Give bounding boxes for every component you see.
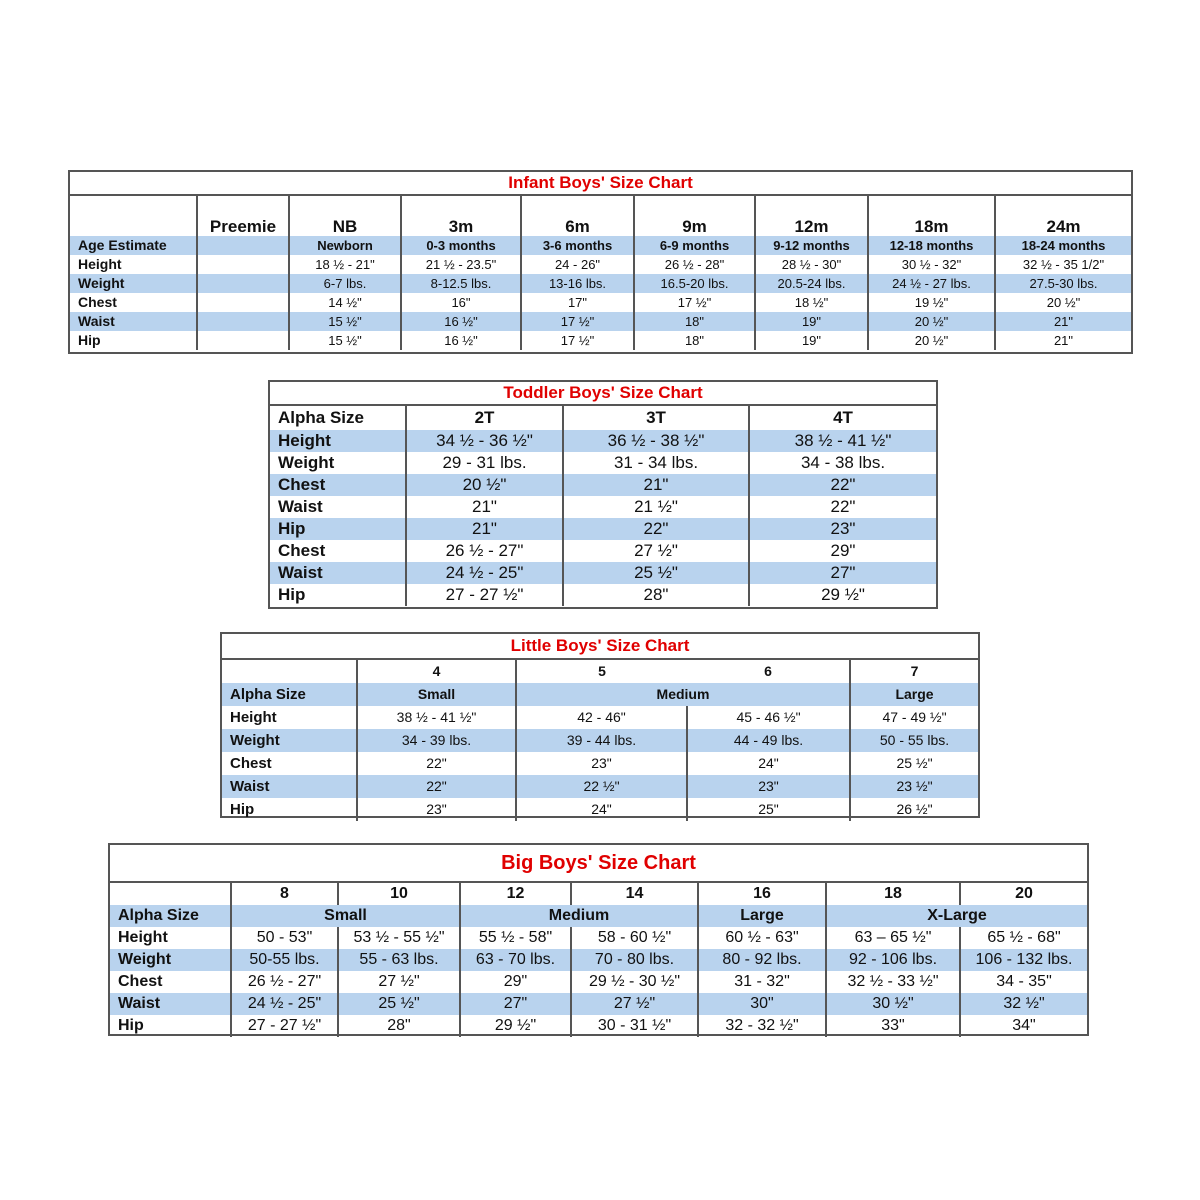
row-label: Height <box>270 430 406 452</box>
table-row <box>70 274 1131 293</box>
table-cell: 6-7 lbs. <box>289 274 401 293</box>
alpha-size: Large <box>698 905 826 927</box>
table-cell: 23" <box>516 752 687 775</box>
row-label: Hip <box>230 801 255 818</box>
table-cell: 31 - 34 lbs. <box>563 452 749 474</box>
table-cell: 20.5-24 lbs. <box>755 274 868 293</box>
table-row <box>222 660 978 683</box>
corner-cell <box>70 196 197 236</box>
table-row <box>70 312 1131 331</box>
table-cell: 36 ½ - 38 ½" <box>563 430 749 452</box>
table-cell: 8-12.5 lbs. <box>401 274 521 293</box>
table-cell: 70 - 80 lbs. <box>571 949 698 971</box>
table-cell: 19" <box>755 312 868 331</box>
table-cell: 29" <box>749 540 936 562</box>
alpha-size: Large <box>850 683 978 706</box>
table-row <box>110 1015 1087 1037</box>
column-header: 9m <box>634 196 755 236</box>
table-cell: 45 - 46 ½" <box>687 706 850 729</box>
column-header: 20 <box>960 883 1087 905</box>
table-cell: 12-18 months <box>868 236 995 255</box>
table-cell: 27 - 27 ½" <box>406 584 563 606</box>
table-cell: 20 ½" <box>406 474 563 496</box>
corner-cell <box>222 660 357 683</box>
table-cell: 26 ½ - 27" <box>231 971 338 993</box>
row-label: Weight <box>70 274 197 293</box>
row-label: Chest <box>230 755 272 772</box>
row-label: Height <box>78 256 122 272</box>
table-cell: 21" <box>406 518 563 540</box>
row-label: Waist <box>278 497 323 516</box>
table-cell: 38 ½ - 41 ½" <box>357 706 516 729</box>
big-size-chart <box>108 843 1089 1036</box>
row-label: Weight <box>222 729 357 752</box>
column-header: 7 <box>850 660 978 683</box>
table-cell: 18" <box>634 312 755 331</box>
row-label: Hip <box>278 585 306 604</box>
row-label: Chest <box>270 474 406 496</box>
table-cell: 18-24 months <box>995 236 1131 255</box>
table-cell: 24 ½ - 25" <box>406 562 563 584</box>
row-label: Hip <box>78 332 101 348</box>
table-cell: 55 ½ - 58" <box>460 927 571 949</box>
table-row <box>110 883 1087 905</box>
column-header: 3m <box>401 196 521 236</box>
column-header: 12 <box>460 883 571 905</box>
table-cell: 34 - 38 lbs. <box>749 452 936 474</box>
row-label: Weight <box>110 949 231 971</box>
table-row <box>222 798 978 821</box>
chart-title: Toddler Boys' Size Chart <box>270 382 936 406</box>
table-row <box>222 729 978 752</box>
column-header: Preemie <box>197 196 289 236</box>
table-cell: 19 ½" <box>868 293 995 312</box>
table-row <box>110 971 1087 993</box>
table-cell: 30 ½" <box>826 993 960 1015</box>
table-cell: 22" <box>357 752 516 775</box>
table-cell: 24" <box>687 752 850 775</box>
table-row <box>110 905 1087 927</box>
table-row <box>270 496 936 518</box>
table-row <box>70 331 1131 350</box>
table-cell: 17 ½" <box>521 331 634 350</box>
chart-title: Little Boys' Size Chart <box>222 634 978 660</box>
table-cell: 21" <box>563 474 749 496</box>
table-row <box>222 706 978 729</box>
table-row <box>270 518 936 540</box>
table-cell: 26 ½" <box>850 798 978 821</box>
table-cell <box>197 331 289 350</box>
alpha-size: X-Large <box>826 905 1087 927</box>
corner-cell <box>110 883 231 905</box>
table-cell: 21 ½ - 23.5" <box>401 255 521 274</box>
table-cell: 80 - 92 lbs. <box>698 949 826 971</box>
table-cell: 15 ½" <box>289 312 401 331</box>
table-cell: 27 - 27 ½" <box>231 1015 338 1037</box>
table-cell: 42 - 46" <box>516 706 687 729</box>
table-row <box>110 949 1087 971</box>
table-cell: 44 - 49 lbs. <box>687 729 850 752</box>
toddler-size-chart <box>268 380 938 609</box>
table-cell: 32 - 32 ½" <box>698 1015 826 1037</box>
table-row <box>270 474 936 496</box>
table-cell: 3-6 months <box>521 236 634 255</box>
table-cell: 32 ½ - 35 1/2" <box>995 255 1131 274</box>
table-cell: Newborn <box>289 236 401 255</box>
table-cell: 22 ½" <box>516 775 687 798</box>
table-cell: 16.5-20 lbs. <box>634 274 755 293</box>
table-cell: 50 - 55 lbs. <box>850 729 978 752</box>
table-cell: 0-3 months <box>401 236 521 255</box>
table-cell: 29 - 31 lbs. <box>406 452 563 474</box>
row-label: Height <box>118 929 168 946</box>
column-header: 24m <box>995 196 1131 236</box>
table-cell: 25 ½" <box>563 562 749 584</box>
table-cell: 15 ½" <box>289 331 401 350</box>
table-row <box>270 406 936 430</box>
column-header: 4 <box>357 660 516 683</box>
table-cell: 58 - 60 ½" <box>571 927 698 949</box>
table-cell: 16" <box>401 293 521 312</box>
table-cell: 27 ½" <box>571 993 698 1015</box>
row-label: Chest <box>118 973 163 990</box>
table-cell: 27 ½" <box>338 971 460 993</box>
table-cell: 34 - 39 lbs. <box>357 729 516 752</box>
chart-title: Big Boys' Size Chart <box>110 845 1087 883</box>
table-cell <box>197 255 289 274</box>
table-cell: 20 ½" <box>995 293 1131 312</box>
table-cell: 63 - 70 lbs. <box>460 949 571 971</box>
column-header: 16 <box>698 883 826 905</box>
table-cell: 19" <box>755 331 868 350</box>
infant-size-chart <box>68 170 1133 354</box>
table-row <box>270 584 936 606</box>
alpha-size: Medium <box>460 905 698 927</box>
alpha-size-label: Alpha Size <box>278 408 364 427</box>
table-cell: 20 ½" <box>868 331 995 350</box>
row-label: Height <box>230 709 277 726</box>
table-cell: 27" <box>749 562 936 584</box>
column-header: 5 <box>516 660 687 683</box>
table-cell: 14 ½" <box>289 293 401 312</box>
table-cell: 47 - 49 ½" <box>850 706 978 729</box>
table-row <box>70 293 1131 312</box>
table-cell: 32 ½" <box>960 993 1087 1015</box>
table-cell: 22" <box>357 775 516 798</box>
table-cell: 53 ½ - 55 ½" <box>338 927 460 949</box>
table-cell: 24 ½ - 25" <box>231 993 338 1015</box>
alpha-size: Small <box>231 905 460 927</box>
infant-table <box>70 196 1131 350</box>
table-cell: 50-55 lbs. <box>231 949 338 971</box>
column-header: 3T <box>563 406 749 430</box>
column-header: 6m <box>521 196 634 236</box>
table-cell: 30 - 31 ½" <box>571 1015 698 1037</box>
table-cell: 23" <box>749 518 936 540</box>
table-cell: 24 - 26" <box>521 255 634 274</box>
column-header: 12m <box>755 196 868 236</box>
table-cell: 33" <box>826 1015 960 1037</box>
table-cell: 34 ½ - 36 ½" <box>406 430 563 452</box>
table-cell: 26 ½ - 27" <box>406 540 563 562</box>
table-cell: 92 - 106 lbs. <box>826 949 960 971</box>
table-cell: 38 ½ - 41 ½" <box>749 430 936 452</box>
table-cell: 18 ½ - 21" <box>289 255 401 274</box>
row-label: Age Estimate <box>70 236 197 255</box>
table-cell: 21" <box>406 496 563 518</box>
column-header: 4T <box>749 406 936 430</box>
alpha-size: Medium <box>516 683 850 706</box>
table-cell: 65 ½ - 68" <box>960 927 1087 949</box>
table-cell: 28" <box>338 1015 460 1037</box>
table-cell: 23" <box>357 798 516 821</box>
table-cell: 27" <box>460 993 571 1015</box>
table-cell: 16 ½" <box>401 331 521 350</box>
table-cell: 17 ½" <box>634 293 755 312</box>
table-cell: 31 - 32" <box>698 971 826 993</box>
table-row <box>270 540 936 562</box>
table-cell: 29" <box>460 971 571 993</box>
column-header: 14 <box>571 883 698 905</box>
column-header: 6 <box>764 663 772 679</box>
table-row <box>70 236 1131 255</box>
column-header: 10 <box>338 883 460 905</box>
table-cell: 21" <box>995 312 1131 331</box>
table-cell: 29 ½" <box>460 1015 571 1037</box>
table-cell: 22" <box>749 496 936 518</box>
column-header: 8 <box>231 883 338 905</box>
table-cell: 30 ½ - 32" <box>868 255 995 274</box>
table-cell: 18" <box>634 331 755 350</box>
table-cell: 60 ½ - 63" <box>698 927 826 949</box>
table-row <box>270 452 936 474</box>
table-cell: 39 - 44 lbs. <box>516 729 687 752</box>
table-cell: 55 - 63 lbs. <box>338 949 460 971</box>
table-row <box>110 927 1087 949</box>
table-cell: 24 ½ - 27 lbs. <box>868 274 995 293</box>
column-header: 18m <box>868 196 995 236</box>
table-cell: 9-12 months <box>755 236 868 255</box>
table-cell: 20 ½" <box>868 312 995 331</box>
table-cell: 6-9 months <box>634 236 755 255</box>
table-cell: 28 ½ - 30" <box>755 255 868 274</box>
table-cell: 32 ½ - 33 ½" <box>826 971 960 993</box>
table-cell: 25" <box>687 798 850 821</box>
table-cell: 21 ½" <box>563 496 749 518</box>
row-label: Waist <box>222 775 357 798</box>
table-row <box>110 993 1087 1015</box>
table-cell: 25 ½" <box>850 752 978 775</box>
column-header: 2T <box>406 406 563 430</box>
toddler-table <box>270 406 936 606</box>
table-row <box>270 562 936 584</box>
table-cell <box>197 236 289 255</box>
row-label: Weight <box>278 453 335 472</box>
column-header: NB <box>289 196 401 236</box>
table-cell: 27 ½" <box>563 540 749 562</box>
row-label: Chest <box>78 294 117 310</box>
table-cell: 25 ½" <box>338 993 460 1015</box>
table-cell: 26 ½ - 28" <box>634 255 755 274</box>
row-label: Chest <box>278 541 326 560</box>
table-row <box>270 430 936 452</box>
table-row <box>222 752 978 775</box>
table-cell: 29 ½ - 30 ½" <box>571 971 698 993</box>
row-label: Waist <box>270 562 406 584</box>
table-cell: 30" <box>698 993 826 1015</box>
table-cell: 34 - 35" <box>960 971 1087 993</box>
table-cell: 50 - 53" <box>231 927 338 949</box>
table-cell: 21" <box>995 331 1131 350</box>
table-cell: 27.5-30 lbs. <box>995 274 1131 293</box>
table-cell <box>197 293 289 312</box>
little-table <box>222 660 978 821</box>
alpha-size-label: Alpha Size <box>110 905 231 927</box>
table-cell <box>197 274 289 293</box>
table-cell: 106 - 132 lbs. <box>960 949 1087 971</box>
table-cell: 24" <box>516 798 687 821</box>
big-table <box>110 883 1087 1037</box>
row-label: Hip <box>270 518 406 540</box>
table-cell: 22" <box>563 518 749 540</box>
table-cell: 18 ½" <box>755 293 868 312</box>
table-cell: 16 ½" <box>401 312 521 331</box>
table-cell: 28" <box>563 584 749 606</box>
alpha-size-label: Alpha Size <box>222 683 357 706</box>
table-row <box>222 775 978 798</box>
table-cell: 29 ½" <box>749 584 936 606</box>
table-row <box>70 255 1131 274</box>
table-cell <box>197 312 289 331</box>
table-cell: 23" <box>687 775 850 798</box>
row-label: Hip <box>118 1017 144 1034</box>
alpha-size: Small <box>357 683 516 706</box>
column-header: 18 <box>826 883 960 905</box>
row-label: Waist <box>110 993 231 1015</box>
row-label: Waist <box>70 312 197 331</box>
table-cell: 23 ½" <box>850 775 978 798</box>
table-row <box>222 683 978 706</box>
table-cell: 17 ½" <box>521 312 634 331</box>
little-size-chart <box>220 632 980 818</box>
table-cell: 63 – 65 ½" <box>826 927 960 949</box>
table-cell: 22" <box>749 474 936 496</box>
table-cell: 34" <box>960 1015 1087 1037</box>
table-cell: 17" <box>521 293 634 312</box>
table-cell: 13-16 lbs. <box>521 274 634 293</box>
chart-title: Infant Boys' Size Chart <box>70 172 1131 196</box>
